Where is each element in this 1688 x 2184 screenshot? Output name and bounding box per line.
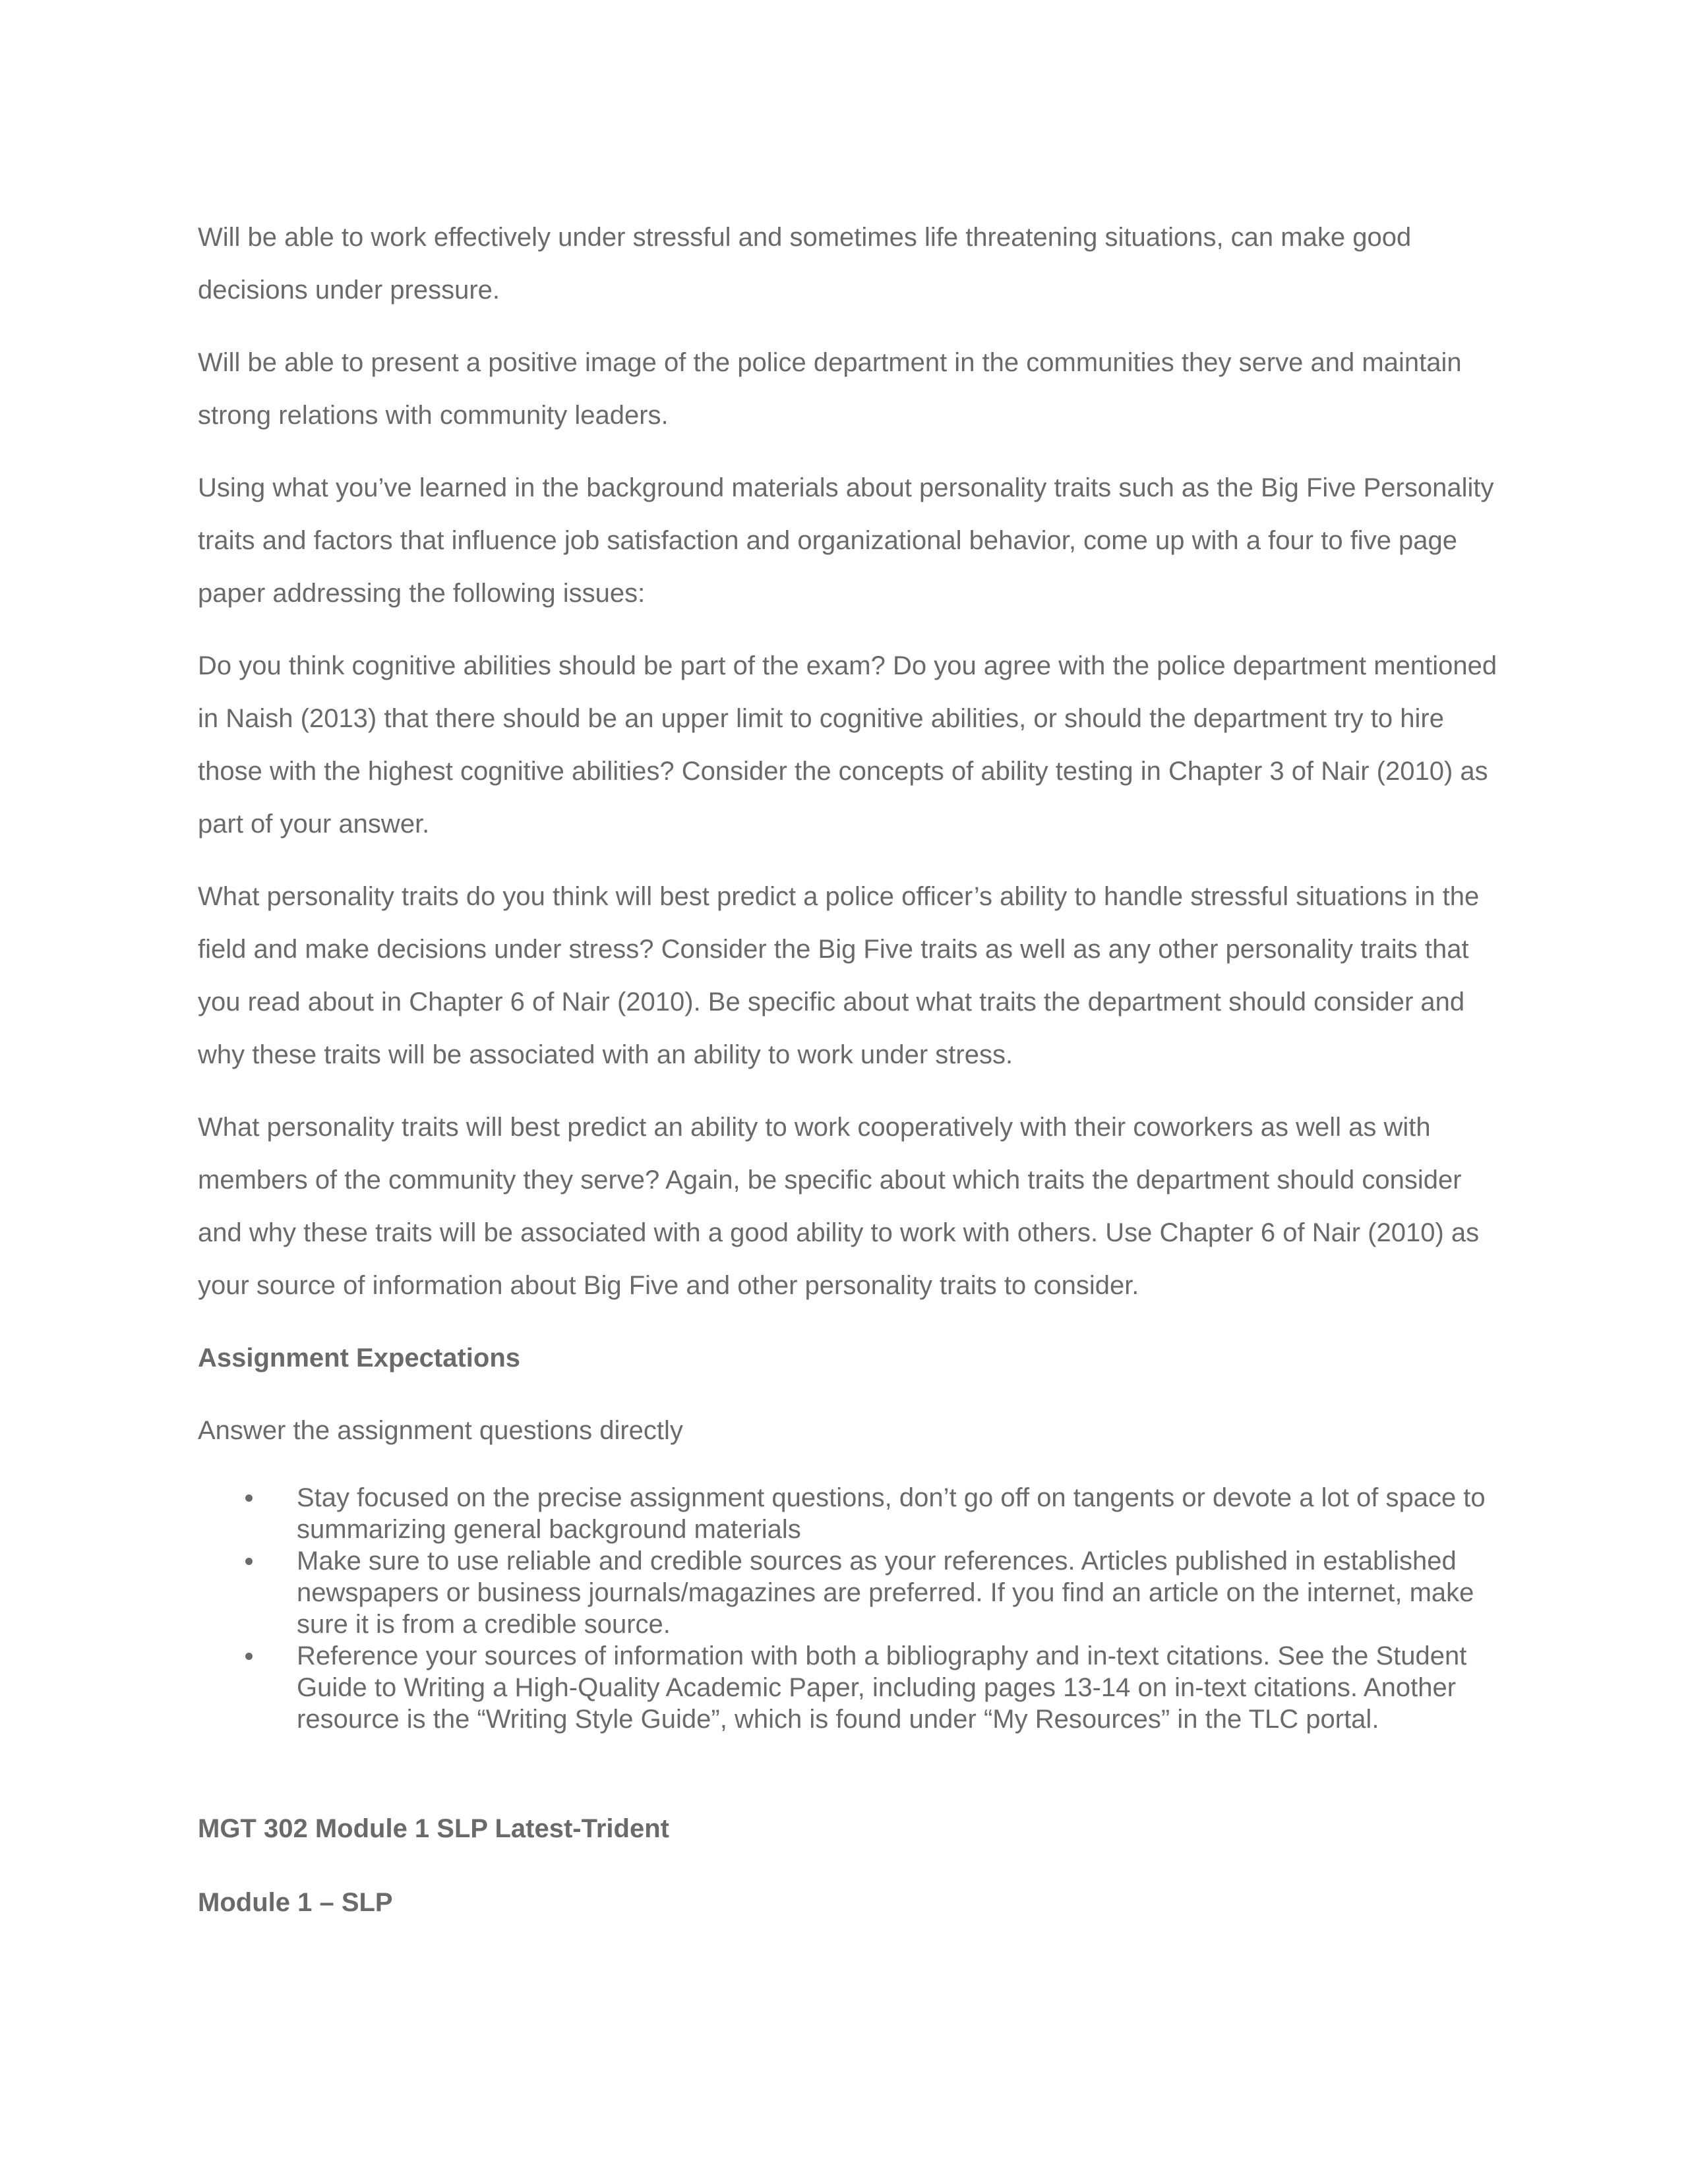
paragraph-question-stress-traits: What personality traits do you think will best predict a police officer’s ability to handle stressful situations in the field and make decisions under stress? Consider the Big Five traits as well as any other personality traits that you read about in Chapter 6 of Nair (2010). Be specific about what traits the department should consider and why these traits will be associated with an ability to work under stress. — [198, 882, 1480, 1069]
bullet-text: Reference your sources of information with both a bibliography and in-text citations. See the Student Guide to Writing a High-Quality Academic Paper, including pages 13-14 on in-text citations. Another resource is the “Writing Style Guide”, which is found under “My Resources” in the TLC portal. — [297, 1641, 1467, 1734]
bullet-item — [198, 1545, 1510, 1640]
expectations-bullet-list — [198, 1482, 1510, 1735]
paragraph-question-cooperation-traits: What personality traits will best predict an ability to work cooperatively with their coworkers as well as with members of the community they serve? Again, be specific about which traits the department should consider and why these traits will be associated with a good ability to work with others. Use Chapter 6 of Nair (2010) as your source of information about Big Five and other personality traits to consider. — [198, 1113, 1480, 1300]
expectations-intro: Answer the assignment questions directly — [198, 1416, 683, 1445]
module-heading: Module 1 – SLP — [198, 1888, 393, 1917]
document-page — [198, 211, 1510, 1922]
paragraph-question-cognitive: Do you think cognitive abilities should be part of the exam? Do you agree with the police department mentioned in Naish (2013) that there should be an upper limit to cognitive abilities, or should the department try to hire those with the highest cognitive abilities? Consider the concepts of ability testing in Chapter 3 of Nair (2010) as part of your answer. — [198, 651, 1497, 839]
bullet-dot-icon — [245, 1558, 253, 1565]
paragraph-assignment-intro: Using what you’ve learned in the background materials about personality traits such as the Big Five Personality traits and factors that influence job satisfaction and organizational behavior, come up with a four to five page paper addressing the following issues: — [198, 473, 1494, 608]
bullet-text: Make sure to use reliable and credible sources as your references. Articles published in established newspapers or business journals/magazines are preferred. If you find an article on the internet, make sure it is from a credible source. — [297, 1547, 1474, 1639]
bullet-dot-icon — [245, 1653, 253, 1660]
assignment-expectations-heading: Assignment Expectations — [198, 1343, 521, 1372]
paragraph-stress-criterion: Will be able to work effectively under stressful and sometimes life threatening situations, can make good decisions under pressure. — [198, 223, 1412, 305]
course-heading: MGT 302 Module 1 SLP Latest-Trident — [198, 1814, 669, 1843]
bullet-dot-icon — [245, 1494, 253, 1502]
bullet-item — [198, 1482, 1510, 1545]
bullet-text: Stay focused on the precise assignment questions, don’t go off on tangents or devote a lot of space to summarizing general background materials — [297, 1483, 1486, 1544]
bullet-item — [198, 1640, 1510, 1735]
paragraph-community-criterion: Will be able to present a positive image of the police department in the communities they serve and maintain strong relations with community leaders. — [198, 348, 1462, 430]
